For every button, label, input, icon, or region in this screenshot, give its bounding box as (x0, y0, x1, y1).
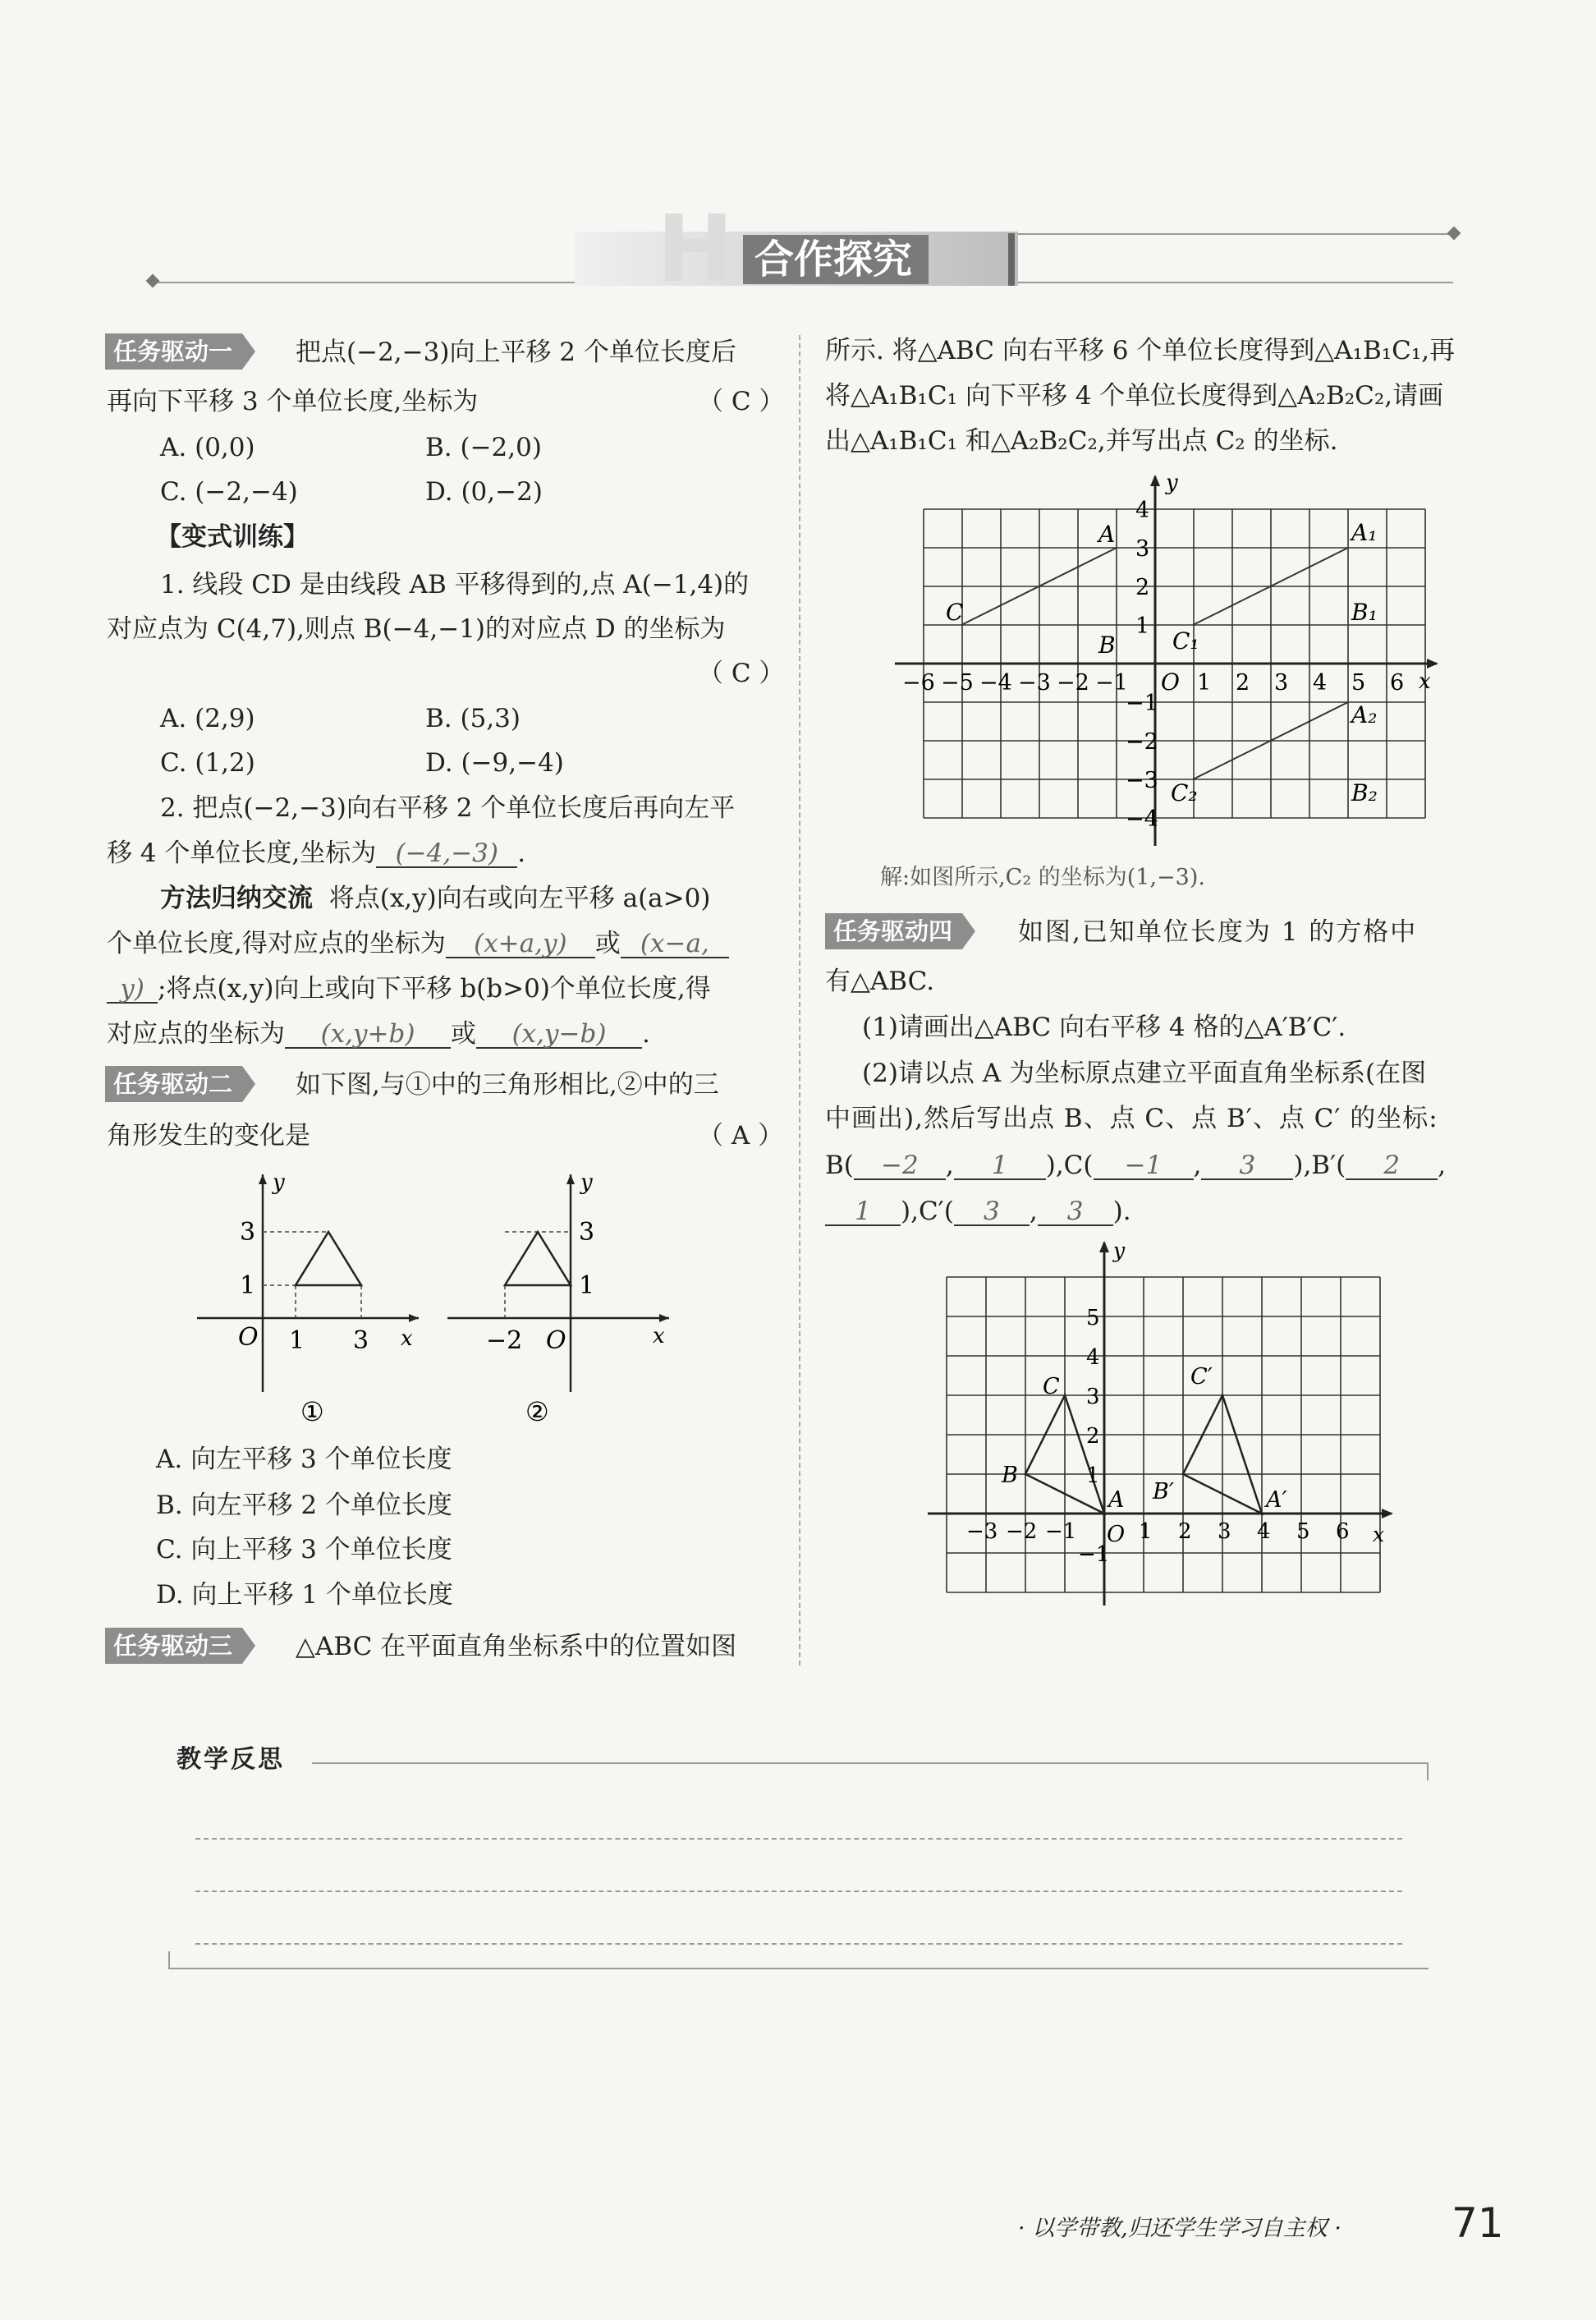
task4-label-Cp: C′ (1190, 1364, 1213, 1390)
header-rule-right (977, 233, 1453, 235)
task1-answer: （ C ） (698, 387, 785, 416)
task3-x-tick: −2 (1057, 670, 1089, 696)
fig2-tick-y3: 3 (579, 1218, 595, 1247)
task3-y-tick: −2 (1126, 729, 1158, 755)
fig1-x-label: x (401, 1326, 413, 1351)
task1-question-line2: 再向下平移 3 个单位长度,坐标为 (107, 387, 479, 416)
task3-question-line1: △ABC 在平面直角坐标系中的位置如图 (296, 1632, 737, 1661)
fig2-y-arrow (566, 1174, 575, 1184)
task3-label-C: C (946, 599, 964, 626)
task3-cont-line1: 所示. 将△ABC 向右平移 6 个单位长度得到△A₁B₁C₁,再 (825, 336, 1456, 365)
method-title: 方法归纳交流 (160, 884, 313, 913)
task4-Cpy: 3 (1038, 1199, 1113, 1226)
task3-y-tick: 4 (1135, 498, 1150, 523)
task4-Cx: −1 (1094, 1153, 1194, 1180)
task4-x-tick: −2 (1006, 1519, 1038, 1544)
task4-y-arrow (1099, 1241, 1109, 1252)
method-line4 (107, 1019, 650, 1049)
page-title: 合作探究 (743, 235, 929, 284)
task4-y-tick: 5 (1086, 1306, 1100, 1330)
task4-Bpx: 2 (1346, 1153, 1438, 1180)
task4-Bpy: 1 (825, 1199, 901, 1226)
task4-Bp-label: ),B′( (1293, 1151, 1346, 1180)
task4-label-A: A (1108, 1487, 1125, 1513)
fig2-x-label: x (653, 1324, 665, 1348)
task2-option-c: C. 向上平移 3 个单位长度 (156, 1535, 452, 1564)
task2-badge: 任务驱动二 (105, 1066, 242, 1102)
task3-y-tick: 3 (1135, 536, 1150, 562)
task4-x-label: x (1373, 1523, 1385, 1546)
task4-label-B: B (1002, 1463, 1018, 1488)
variant-q1-option-d: D. (−9,−4) (425, 748, 564, 778)
fig1-x-arrow (409, 1314, 419, 1322)
reflection-top-tick (1427, 1762, 1429, 1780)
task3-x-tick: −4 (979, 670, 1012, 696)
fig1-origin: O (238, 1323, 259, 1352)
task1-badge: 任务驱动一 (105, 333, 242, 370)
task4-x-tick: 3 (1218, 1519, 1231, 1544)
method-line1 (160, 886, 710, 912)
task3-x-tick: −6 (902, 670, 935, 696)
variant-title: 【变式训练】 (156, 522, 309, 552)
method-fill2a: (x−a, (621, 931, 729, 958)
task3-y-tick: 2 (1135, 575, 1150, 600)
task1-option-d: D. (0,−2) (425, 477, 543, 507)
task4-x-tick: −1 (1045, 1519, 1077, 1544)
method-line2 (107, 931, 729, 958)
task3-origin: O (1161, 668, 1180, 696)
task2-option-d: D. 向上平移 1 个单位长度 (156, 1580, 453, 1610)
task4-coords-line1: B( −2 , 1 ),C( −1 , 3 ),B′( 2 , (825, 1151, 1447, 1180)
task1-question-line1: 把点(−2,−3)向上平移 2 个单位长度后 (296, 338, 736, 367)
header-bar-end (1008, 233, 1015, 286)
task3-y-arrow (1150, 475, 1160, 486)
reflection-line-3[interactable] (195, 1943, 1402, 1945)
task4-question-line1: 如图,已知单位长度为 1 的方格中 (1018, 917, 1418, 947)
fig2-triangle (505, 1232, 571, 1285)
method-text2: 个单位长度,得对应点的坐标为 (107, 929, 446, 958)
task2-option-b: B. 向左平移 2 个单位长度 (156, 1491, 452, 1520)
footer-motto: · 以学带教,归还学生学习自主权 · (1018, 2216, 1341, 2241)
fig1-y-label: y (273, 1170, 285, 1195)
task3-y-tick: −4 (1126, 806, 1158, 832)
fig1-y-arrow (259, 1174, 267, 1184)
task4-label-Bp: B′ (1153, 1479, 1174, 1505)
method-line3 (107, 976, 711, 1004)
header-diamond-left (146, 274, 160, 288)
reflection-top-rule (312, 1762, 1429, 1764)
task3-label-B: B (1098, 632, 1116, 659)
task3-x-tick: 5 (1351, 670, 1366, 696)
task3-x-tick: 4 (1313, 670, 1328, 696)
task3-label-A: A (1098, 521, 1116, 548)
task4-grid (947, 1277, 1380, 1592)
fig2-tick-xm2: −2 (486, 1326, 523, 1355)
variant-q1-answer: （ C ） (698, 659, 785, 688)
fig2-label: ② (525, 1396, 549, 1427)
task2-figure1 (197, 1166, 427, 1429)
task3-y-tick: −3 (1126, 768, 1158, 793)
variant-q2-line2 (107, 838, 526, 868)
task3-x-tick: 2 (1236, 670, 1250, 696)
method-text3: ;将点(x,y)向上或向下平移 b(b>0)个单位长度,得 (158, 974, 711, 1004)
task4-x-tick: 1 (1139, 1519, 1153, 1544)
variant-q2-line1: 2. 把点(−2,−3)向右平移 2 个单位长度后再向左平 (160, 793, 736, 823)
task4-label-Ap: A′ (1266, 1487, 1287, 1513)
variant-q2-prefix: 移 4 个单位长度,坐标为 (107, 838, 377, 868)
header-diamond-right (1447, 227, 1461, 241)
task4-x-tick: 6 (1336, 1519, 1350, 1544)
task4-question-line2: 有△ABC. (825, 967, 935, 996)
task4-Bx: −2 (854, 1153, 946, 1180)
task4-origin: O (1107, 1522, 1126, 1547)
task4-By: 1 (954, 1153, 1046, 1180)
task3-label-C2: C₂ (1171, 779, 1198, 806)
fig1-triangle (296, 1232, 361, 1285)
method-or2: 或 (451, 1019, 476, 1049)
task4-Cp-label: ),C′( (901, 1197, 954, 1226)
variant-q1-line2: 对应点为 C(4,7),则点 B(−4,−1)的对应点 D 的坐标为 (107, 614, 726, 644)
task4-part1: (1)请画出△ABC 向右平移 4 格的△A′B′C′. (862, 1013, 1346, 1042)
task4-part2-line2: 中画出),然后写出点 B、点 C、点 B′、点 C′ 的坐标: (825, 1104, 1438, 1133)
page-number: 71 (1452, 2199, 1504, 2247)
task4-coords-end: ). (1112, 1197, 1131, 1226)
task3-x-tick: 3 (1274, 670, 1289, 696)
task3-x-arrow (1427, 659, 1438, 668)
fig2-x-arrow (659, 1314, 669, 1322)
task4-C-label: ),C( (1045, 1151, 1094, 1180)
reflection-line-1[interactable] (195, 1838, 1402, 1840)
reflection-title: 教学反思 (177, 1745, 285, 1774)
column-divider (799, 335, 800, 1665)
task4-y-tick: −1 (1078, 1542, 1110, 1567)
task4-y-tick: 3 (1086, 1385, 1100, 1409)
task4-x-tick: 5 (1296, 1519, 1310, 1544)
task1-option-b: B. (−2,0) (425, 433, 542, 462)
task3-label-B2: B₂ (1351, 779, 1378, 806)
variant-q1-option-c: C. (1,2) (160, 748, 255, 778)
task4-x-tick: −3 (966, 1519, 998, 1544)
task4-graph (920, 1236, 1412, 1614)
task4-B-label: B( (825, 1151, 854, 1180)
method-fill3: (x,y+b) (285, 1022, 451, 1049)
task4-x-arrow (1382, 1509, 1393, 1518)
task3-y-label: y (1166, 471, 1178, 495)
task4-y-tick: 4 (1086, 1345, 1100, 1370)
task3-x-tick: 6 (1390, 670, 1405, 696)
task3-graph (878, 468, 1453, 854)
fig2-tick-y1: 1 (579, 1271, 595, 1300)
task3-x-tick: −5 (941, 670, 974, 696)
task4-y-tick: 2 (1086, 1424, 1100, 1449)
task2-question-line2: 角形发生的变化是 (107, 1121, 310, 1151)
variant-q1-line1: 1. 线段 CD 是由线段 AB 平移得到的,点 A(−1,4)的 (160, 570, 750, 600)
task3-x-tick: −1 (1095, 670, 1128, 696)
method-fill4: (x,y−b) (476, 1022, 642, 1049)
fig2-y-label: y (580, 1170, 593, 1195)
task2-question-line1: 如下图,与①中的三角形相比,②中的三 (296, 1070, 719, 1100)
task3-label-A1: A₁ (1351, 519, 1378, 546)
variant-q1-option-b: B. (5,3) (425, 704, 521, 733)
method-fill2b: y) (107, 976, 158, 1004)
task1-option-c: C. (−2,−4) (160, 477, 298, 507)
task3-label-A2: A₂ (1351, 701, 1378, 728)
task2-answer: （ A ） (698, 1121, 784, 1151)
method-fill1: (x+a,y) (446, 931, 595, 958)
fig1-tick-y1: 1 (240, 1271, 256, 1300)
task3-x-tick: 1 (1197, 670, 1212, 696)
task4-Cpx: 3 (954, 1199, 1030, 1226)
header-letter: H (657, 196, 734, 303)
task3-x-tick: −3 (1018, 670, 1051, 696)
task3-badge: 任务驱动三 (105, 1628, 242, 1664)
method-end: . (642, 1019, 650, 1049)
fig1-tick-x1: 1 (289, 1326, 305, 1355)
task1-option-a: A. (0,0) (160, 433, 255, 462)
task3-solution: 解:如图所示,C₂ 的坐标为(1,−3). (880, 865, 1205, 890)
task3-y-tick: −1 (1126, 691, 1158, 716)
reflection-bottom-rule (168, 1968, 1429, 1969)
variant-q2-fill: (−4,−3) (376, 841, 517, 868)
task4-tick-labels (966, 1306, 1350, 1567)
variant-q1-option-a: A. (2,9) (160, 704, 255, 733)
task4-Cy: 3 (1201, 1153, 1293, 1180)
reflection-bottom-tick (168, 1951, 170, 1969)
variant-q2-suffix: . (517, 838, 526, 868)
task4-part2-line1: (2)请以点 A 为坐标原点建立平面直角坐标系(在图 (862, 1059, 1427, 1088)
task3-cont-line2: 将△A₁B₁C₁ 向下平移 4 个单位长度得到△A₂B₂C₂,请画 (825, 381, 1444, 411)
task3-label-C1: C₁ (1172, 627, 1199, 655)
task2-figure2 (443, 1166, 681, 1429)
task4-coords-line2: 1 ),C′( 3 , 3 ). (825, 1199, 1131, 1226)
task4-badge: 任务驱动四 (825, 913, 962, 949)
method-text4: 对应点的坐标为 (107, 1019, 285, 1049)
fig2-origin: O (546, 1326, 566, 1355)
task4-label-C: C (1043, 1374, 1060, 1399)
reflection-line-2[interactable] (195, 1890, 1402, 1892)
fig1-tick-x3: 3 (353, 1326, 369, 1355)
method-or1: 或 (594, 929, 621, 958)
task4-x-tick: 4 (1257, 1519, 1271, 1544)
task4-x-tick: 2 (1178, 1519, 1192, 1544)
task3-label-B1: B₁ (1351, 599, 1378, 626)
task4-y-label: y (1113, 1238, 1126, 1262)
task3-x-label: x (1419, 669, 1431, 694)
task4-y-tick: 1 (1086, 1463, 1100, 1488)
method-text1: 将点(x,y)向右或向左平移 a(a>0) (328, 884, 711, 913)
task3-y-tick: 1 (1135, 613, 1150, 639)
fig1-label: ① (300, 1396, 324, 1427)
fig1-tick-y3: 3 (240, 1218, 256, 1247)
task2-option-a: A. 向左平移 3 个单位长度 (156, 1445, 452, 1474)
task3-cont-line3: 出△A₁B₁C₁ 和△A₂B₂C₂,并写出点 C₂ 的坐标. (825, 426, 1338, 456)
